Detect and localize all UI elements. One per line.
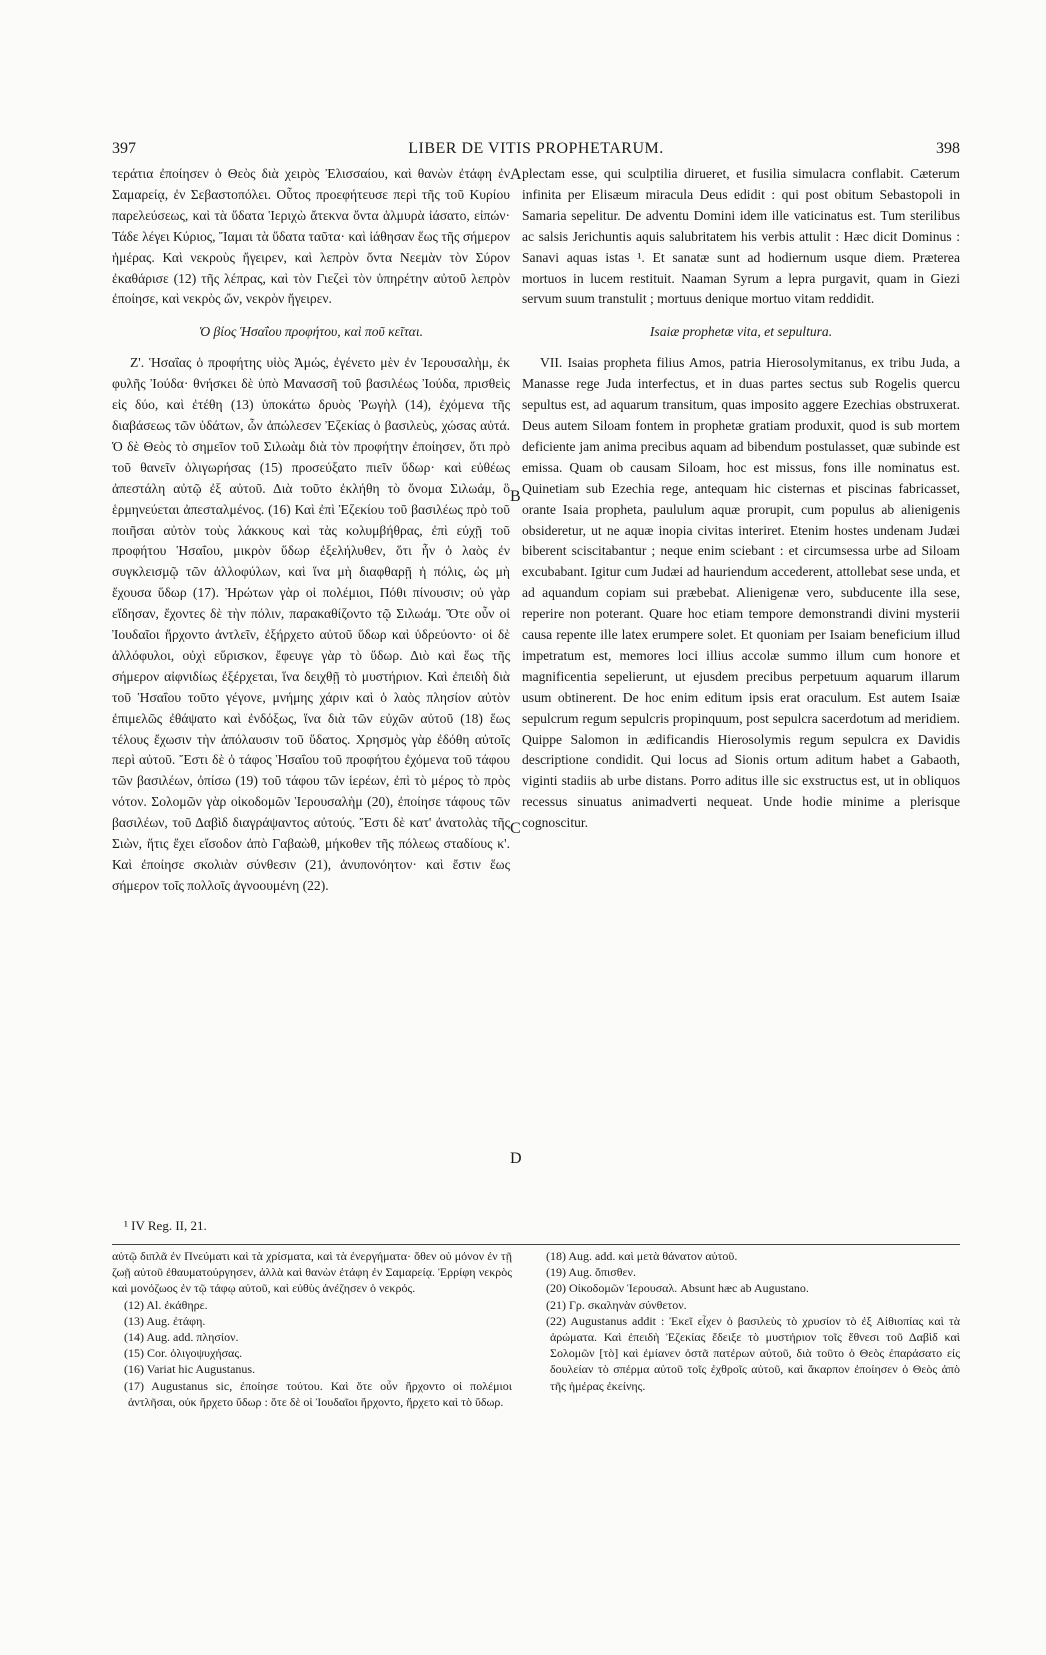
variant-notes-right <box>534 1248 960 1394</box>
latin-paragraph-isaiah: VII. Isaias propheta filius Amos, patria Hierosolymitanus, ex tribu Juda, a Manasse rege Juda interfectus, et in duas partes sectus sub Rogelis quercu sepultus est, ad aquarum transitum, quas imposito aggere Ezechias obstruxerat. Deus autem Siloam fontem in prophetæ gratiam produxit, quod is sub mortem deficiente jam anima precibus aquam ad bibendum postulasset, quæ subinde est emissa. Quam ob causam Siloam, hoc est missus, fons ille nominatus est. Quinetiam sub Ezechia rege, antequam hic cisternas et piscinas fabricasset, orante Isaia propheta, paululum aquæ prorupit, cum populus ab alienigenis obsideretur, ut ne aquæ inopia civitas interiret. Etenim hostes undenam Judæi biberent sciscitabantur ; neque enim sciebant : et circumsessa urbe ad Siloam excubabant. Igitur cum Judæi ad hauriendum accederent, attollebat sese unda, et ad aquandum copiam sui præbebat. Alienigenæ vero, subducente illa sese, reperire non poterant. Quare hoc etiam tempore demonstrandi divini mysterii causa repente ille latex erumpere solet. Et quoniam per Isaiam beneficium illud impetratum est, memores loci illius accolæ summo illum cum honore et magnificentia sepelierunt, ut ejusdem precibus perpetuum aquarum illarum usum obtinerent. De hoc enim editum ipsis erat oraculum. Est autem Isaiæ sepulcrum regum sepulcris propinquum, post sepulcra sacerdotum ad meridiem. Quippe Salomon in ædificandis Hierosolymis regum sepulcra ex Davidis descriptione condidit. Qui locus ad Sionis ortum aditum habet a Gabaoth, viginti stadiis ab urbe distans. Porro aditus ille sic exstructus est, ut in obliquos recessus sinuatus animadverti nequeat. Unde hodie minime a plerisque cognoscitur. <box>522 355 960 831</box>
footnote-reference: ¹ IV Reg. II, 21. <box>124 1218 207 1233</box>
greek-section-title: Ὁ βίος Ἡσαΐου προφήτου, καὶ ποῦ κεῖται. <box>198 324 423 340</box>
page-header <box>112 140 960 164</box>
latin-column <box>522 164 960 834</box>
margin-marker-c: C <box>510 820 521 837</box>
note-item: (13) Aug. ἐτάφη. <box>124 1313 206 1328</box>
note-item: (19) Aug. ὄπισθεν. <box>546 1265 636 1280</box>
page-number-left: 397 <box>112 140 136 157</box>
greek-paragraph-elisha: τεράτια ἐποίησεν ὁ Θεὸς διὰ χειρὸς Ἐλισσαίου, καὶ θανὼν ἐτάφη ἐν Σαμαρείᾳ, ἐν Σεβαστοπόλει. Οὗτος προεφήτευσε περὶ τῆς τοῦ Κυρίου παρελεύσεως, καὶ τὰ ὕδατα Ἱεριχὼ ἄτεκνα ὄντα ἁλμυρὰ ἰάσατο, εἰπών· Τάδε λέγει Κύριος, Ἴαμαι τὰ ὕδατα ταῦτα· καὶ ἰάθησαν ἕως τῆς σήμερον ἡμέρας. Καὶ νεκροὺς ἤγειρεν, καὶ λεπρὸν ὄντα Νεεμὰν τὸν Σύρον ἐκαθάρισε (12) τῆς λέπρας, καὶ τὸν Γιεζεὶ τὸν ὑπηρέτην αὐτοῦ λεπρὸν ἐποίησε, καὶ νεκρὸς ὤν, νεκρὸν ἤγειρεν. <box>112 166 510 307</box>
page-number-right: 398 <box>936 140 960 157</box>
note-item: (12) Al. ἐκάθηρε. <box>124 1297 208 1312</box>
greek-paragraph-isaiah: Ζ'. Ἡσαΐας ὁ προφήτης υἱὸς Ἀμώς, ἐγένετο μὲν ἐν Ἱερουσαλὴμ, ἐκ φυλῆς Ἰούδα· θνήσκει δὲ ὑπὸ Μανασσῆ τοῦ βασιλέως Ἰούδα, πρισθεὶς εἰς δύο, καὶ ἐτέθη (13) ὑποκάτω δρυὸς Ῥωγὴλ (14), ἐχόμενα τῆς διαβάσεως τῶν ὑδάτων, ὧν ἀπώλεσεν Ἐζεκίας ὁ βασιλεὺς, χώσας αὐτά. Ὁ δὲ Θεὸς τὸ σημεῖον τοῦ Σιλωὰμ διὰ τὸν προφήτην ἐποίησεν, ὅτι πρὸ τοῦ θανεῖν ὀλιγωρήσας (15) προσεύξατο πιεῖν ὕδωρ· καὶ εὐθέως ἀπεστάλη αὐτῷ ἐξ αὐτοῦ. Διὰ τοῦτο ἐκλήθη τὸ ὄνομα Σιλωάμ, ὃ ἑρμηνεύεται ἀπεσταλμένος. (16) Καὶ ἐπὶ Ἐζεκίου τοῦ βασιλέως πρὸ τοῦ ποιῆσαι αὐτὸν τοὺς λάκκους καὶ τὰς κολυμβήθρας, ἐπὶ εὐχῇ τοῦ προφήτου Ἡσαΐου, μικρὸν ὕδωρ ἐξελήλυθεν, ὅτι ἦν ὁ λαὸς ἐν συγκλεισμῷ τῶν ἀλλοφύλων, καὶ ἵνα μὴ διαφθαρῇ ἡ πόλις, ὡς μὴ ἔχουσα ὕδωρ (17). Ἠρώτων γὰρ οἱ πολέμιοι, Πόθι πίνουσιν; οὐ γὰρ εἴδησαν, ἔχοντες δὲ τὴν πόλιν, παρακαθίζοντο τῷ Σιλωάμ. Ὅτε οὖν οἱ Ἰουδαῖοι ἤρχοντο ἀντλεῖν, ἐξήρχετο αὐτοῦ ὕδωρ καὶ ὑδρεύοντο· οἱ δὲ ἀλλόφυλοι, οὐχὶ εὕρισκον, ἔφευγε γὰρ τὸ ὕδωρ. Διὸ καὶ ἕως τῆς σήμερον αἰφνιδίως ἐξέρχεται, ἵνα δειχθῇ τὸ μυστήριον. Καὶ ἐπειδὴ διὰ τοῦ Ἡσαΐου τοῦτο γέγονε, μνήμης χάριν καὶ ὁ λαὸς πλησίον αὐτὸν ἐπιμελῶς ἐθάψατο καὶ ἐνδόξως, ἵνα διὰ τῶν εὐχῶν αὐτοῦ (18) ἕως τέλους ἔχωσιν τὴν ἀπόλαυσιν τοῦ ὕδατος. Χρησμὸς γὰρ ἐδόθη αὐτοῖς περὶ αὐτοῦ. Ἔστι δὲ ὁ τάφος Ἡσαΐου τοῦ προφήτου ἐχόμενα τοῦ τάφου τῶν βασιλέων, ὀπίσω (19) τοῦ τάφου τῶν ἱερέων, ἐπὶ τὸ μέρος τὸ πρὸς νότον. Σολομῶν γὰρ οἰκοδομῶν Ἱερουσαλὴμ (20), ἐποίησε τάφους τῶν βασιλέων, τοῦ Δαβὶδ διαγράψαντος αὐτούς. Ἔστι δὲ κατ' ἀνατολὰς τῆς Σιὼν, ἥτις ἔχει εἴσοδον ἀπὸ Γαβαὼθ, μήκοθεν τῆς πόλεως σταδίους κ'. Καὶ ἐποίησε σκολιὰν σύνθεσιν (21), ἀνυπονόητον· καὶ ἔστιν ἕως σήμερον τοῖς πολλοῖς ἀγνοουμένη (22). <box>112 355 510 893</box>
margin-marker-a: A <box>510 166 522 183</box>
note-item: (14) Aug. add. πλησίον. <box>124 1330 239 1345</box>
note-item: (18) Aug. add. καὶ μετὰ θάνατον αὐτοῦ. <box>546 1249 738 1263</box>
margin-marker-d: D <box>510 1150 522 1167</box>
running-title: LIBER DE VITIS PROPHETARUM. <box>408 140 664 157</box>
footnote-divider <box>112 1244 960 1245</box>
note-item: (22) Augustanus addit : Ἐκεῖ εἶχεν ὁ βασιλεὺς τὸ χρυσίον τὸ ἐξ Αἰθιοπίας καὶ τὰ ἀρώματα. Καὶ ἐπειδὴ Ἐζεκίας ἔδειξε τὸ μυστήριον τοῖς ἔθνεσι τοῦ Δαβὶδ καὶ Σολομῶν [τὸ] καὶ ἐμίανεν ὀστᾶ πατέρων αὐτοῦ, διὰ τοῦτο ὁ Θεὸς ἐπαράσατο εἰς δουλείαν τὸ σπέρμα αὐτοῦ τοῖς ἐχθροῖς αὐτοῦ, καὶ ἄκαρπον ἐποίησεν ὁ Θεὸς ἀπὸ τῆς ἡμέρας ἐκείνης. <box>546 1313 960 1393</box>
note-item: (16) Variat hic Augustanus. <box>124 1362 256 1377</box>
latin-paragraph-elisha: plectam esse, qui sculptilia dirueret, et fusilia simulacra conflabit. Cæterum infinita per Elisæum miracula Deus edidit : qui post obitum Sebastopoli in Samaria sepelitur. De adventu Domini idem ille vaticinatus est. Tum sterilibus ac salsis Jerichuntis aquis salubritatem his verbis attulit : Hæc dicit Dominus : Sanavi aquas istas ¹. Et sanatæ sunt ad hodiernum usque diem. Præterea mortuos in lucem restituit. Naaman Syrum a lepra purgavit, quam in Giezi servum suum transtulit ; mortuus denique mortuo vitam reddidit. <box>522 166 960 307</box>
note-item: (21) Γρ. σκαληνὰν σύνθετον. <box>546 1297 687 1312</box>
note-item: (17) Augustanus sic, ἐποίησε τούτου. Καὶ ὅτε οὖν ἤρχοντο οἱ πολέμιοι ἀντλῆσαι, οὐκ ἤρχετο ὕδωρ : ὅτε δὲ οἱ Ἰουδαῖοι ἤρχοντο, ἤρχετο καὶ τὸ ὕδωρ. <box>124 1378 512 1409</box>
variant-notes-left <box>112 1248 512 1410</box>
note-item: (20) Οἰκοδομῶν Ἱερουσαλ. Absunt hæc ab Augustano. <box>546 1281 809 1296</box>
margin-marker-b: B <box>510 488 521 505</box>
latin-section-title: Isaiæ prophetæ vita, et sepultura. <box>649 324 833 340</box>
greek-column <box>112 164 510 897</box>
note-continuation: αὐτῷ διπλᾶ ἐν Πνεύματι καὶ τὰ χρίσματα, καὶ τὰ ἐνεργήματα· ὅθεν οὐ μόνον ἐν τῇ ζωῇ αὐτοῦ ἐθαυματούργησεν, ἀλλὰ καὶ θανὼν ἐτάφη ἐν Σαμαρείᾳ. Ἐρρίφη νεκρὸς καὶ μονόζωος ἐν τῷ τάφῳ αὐτοῦ, καὶ εὐθὺς ἀνέζησεν ὁ νεκρός. <box>112 1249 512 1296</box>
note-item: (15) Cor. ὀλιγοψυχήσας. <box>124 1346 243 1361</box>
